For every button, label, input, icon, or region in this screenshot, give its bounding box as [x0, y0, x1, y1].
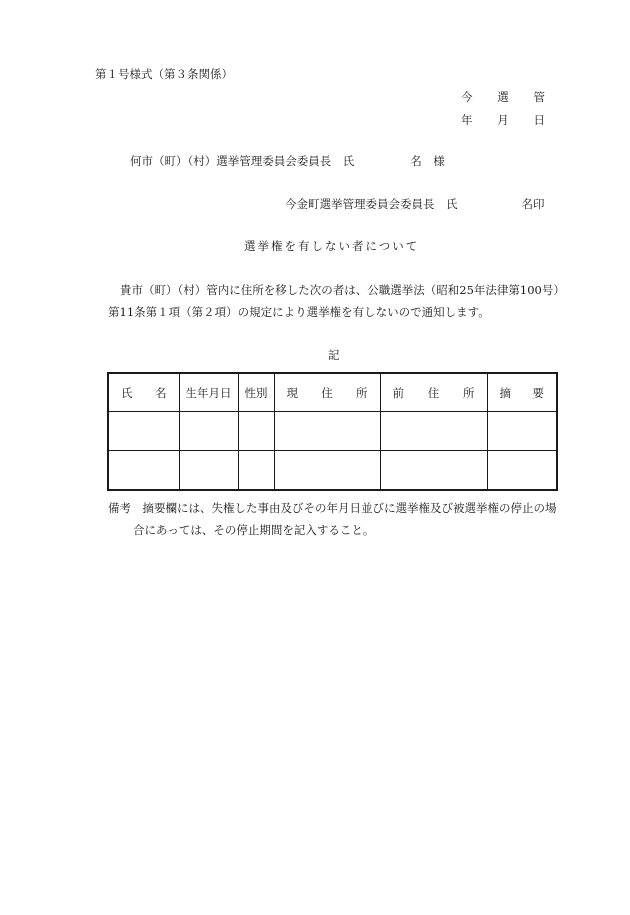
header-char: 所	[463, 385, 475, 400]
addressee-line	[130, 156, 445, 168]
table-cell	[108, 451, 179, 491]
record-table	[107, 372, 558, 491]
header-char: 住	[321, 385, 333, 400]
addressee-prefix: 何市（町）（村）選挙管理委員会委員長 氏	[130, 154, 355, 168]
header-text: 生年月日	[185, 385, 232, 400]
subject-title: 選挙権を有しない者について	[244, 239, 420, 253]
table-cell	[274, 451, 380, 491]
table-row	[108, 412, 557, 451]
table-cell	[108, 412, 179, 451]
header-char: 所	[356, 385, 368, 400]
sender-suffix: 名印	[521, 197, 545, 211]
table-cell	[274, 412, 380, 451]
table-cell	[238, 412, 274, 451]
table-row	[108, 451, 557, 491]
date-char: 日	[533, 112, 545, 127]
form-number: 第１号様式（第３条関係）	[95, 67, 233, 81]
document-number-line	[461, 92, 545, 104]
header-char: 住	[427, 385, 440, 400]
table-cell	[179, 412, 238, 451]
table-cell	[380, 451, 487, 491]
doc-number-char: 今	[461, 90, 473, 104]
doc-number-char: 管	[533, 90, 545, 104]
addressee-suffix: 名 様	[410, 154, 445, 168]
header-text: 性別	[244, 385, 268, 400]
header-char: 現	[286, 385, 298, 400]
header-name	[108, 373, 179, 412]
table-cell	[487, 412, 557, 451]
header-sex	[238, 373, 274, 412]
sender-prefix: 今金町選挙管理委員会委員長 氏	[285, 197, 458, 211]
date-line	[461, 112, 545, 127]
ki-heading: 記	[328, 348, 340, 362]
header-char: 氏	[121, 385, 133, 400]
table-cell	[380, 412, 487, 451]
table-cell	[179, 451, 238, 491]
body-text-line-2: 第11条第１項（第２項）の規定により選挙権を有しないので通知します。	[108, 305, 490, 319]
header-char: 名	[155, 385, 167, 400]
date-char: 月	[497, 112, 509, 127]
header-previous-address	[380, 373, 487, 412]
header-char: 前	[392, 385, 404, 400]
remarks-line-1: 備考 摘要欄には、失権した事由及びその年月日並びに選挙権及び被選挙権の停止の場	[108, 501, 557, 515]
header-remarks	[487, 373, 557, 412]
header-current-address	[274, 373, 380, 412]
table-header-row	[108, 373, 557, 412]
sender-line	[285, 199, 545, 211]
header-char: 摘	[499, 385, 511, 400]
table-cell	[238, 451, 274, 491]
remarks-line-2: 合にあっては、その停止期間を記入すること。	[133, 523, 375, 537]
header-char: 要	[532, 385, 544, 400]
document-number-date-block	[461, 92, 545, 137]
body-text-line-1: 貴市（町）（村）管内に住所を移した次の者は、公職選挙法（昭和25年法律第100号）	[120, 283, 565, 297]
table-cell	[487, 451, 557, 491]
date-char: 年	[461, 112, 473, 127]
header-birthdate	[179, 373, 238, 412]
doc-number-char: 選	[497, 90, 509, 104]
